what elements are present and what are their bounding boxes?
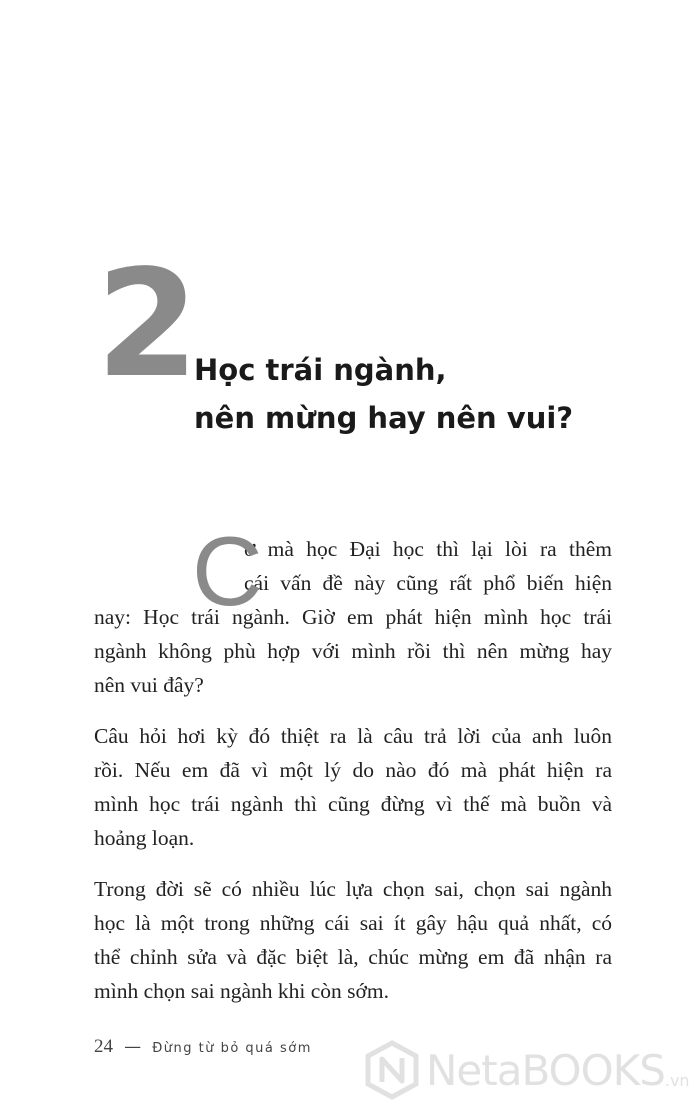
text-line: Trong đời sẽ có nhiều lúc lựa chọn sai, chọn sai ngành (94, 877, 612, 901)
chapter-title-line: nên mừng hay nên vui? (194, 401, 574, 435)
text-line: ngành không phù hợp với mình rồi thì nên mừng hay (94, 639, 612, 663)
chapter-number: 2 (96, 238, 195, 410)
page-footer (94, 1036, 312, 1058)
text-line: nên vui đây? (94, 673, 204, 697)
watermark (362, 1040, 690, 1100)
text-line: rồi. Nếu em đã vì một lý do nào đó mà phát hiện ra (94, 758, 612, 782)
paragraph (94, 719, 612, 855)
page-number: 24 (94, 1036, 113, 1057)
text-line: mình học trái ngành thì cũng đừng vì thế mà buồn và (94, 792, 612, 816)
footer-dash: — (124, 1037, 142, 1057)
chapter-title-line: Học trái ngành, (194, 353, 447, 387)
text-line: học là một trong những cái sai ít gây hậu quả nhất, có (94, 911, 612, 935)
chapter-title (194, 346, 573, 442)
drop-cap: C (192, 516, 263, 626)
text-line: nay: Học trái ngành. Giờ em phát hiện mình học trái (94, 605, 612, 629)
hexagon-logo-icon (362, 1040, 422, 1100)
text-line: ơ mà học Đại học thì lại lòi ra thêm (244, 537, 612, 561)
text-line: cái vấn đề này cũng rất phổ biến hiện (244, 571, 612, 595)
text-line: Câu hỏi hơi kỳ đó thiệt ra là câu trả lời của anh luôn (94, 724, 612, 748)
paragraph (94, 872, 612, 1008)
text-line: mình chọn sai ngành khi còn sớm. (94, 979, 390, 1003)
book-title: Đừng từ bỏ quá sớm (152, 1041, 312, 1056)
watermark-suffix: .vn (664, 1071, 690, 1090)
paragraph (94, 532, 612, 702)
watermark-brand: NetaBOOKS (426, 1045, 665, 1095)
text-line: hoảng loạn. (94, 826, 195, 850)
text-line: thể chỉnh sửa và đặc biệt là, chúc mừng em đã nhận ra (94, 945, 612, 969)
body-text (94, 516, 612, 1025)
